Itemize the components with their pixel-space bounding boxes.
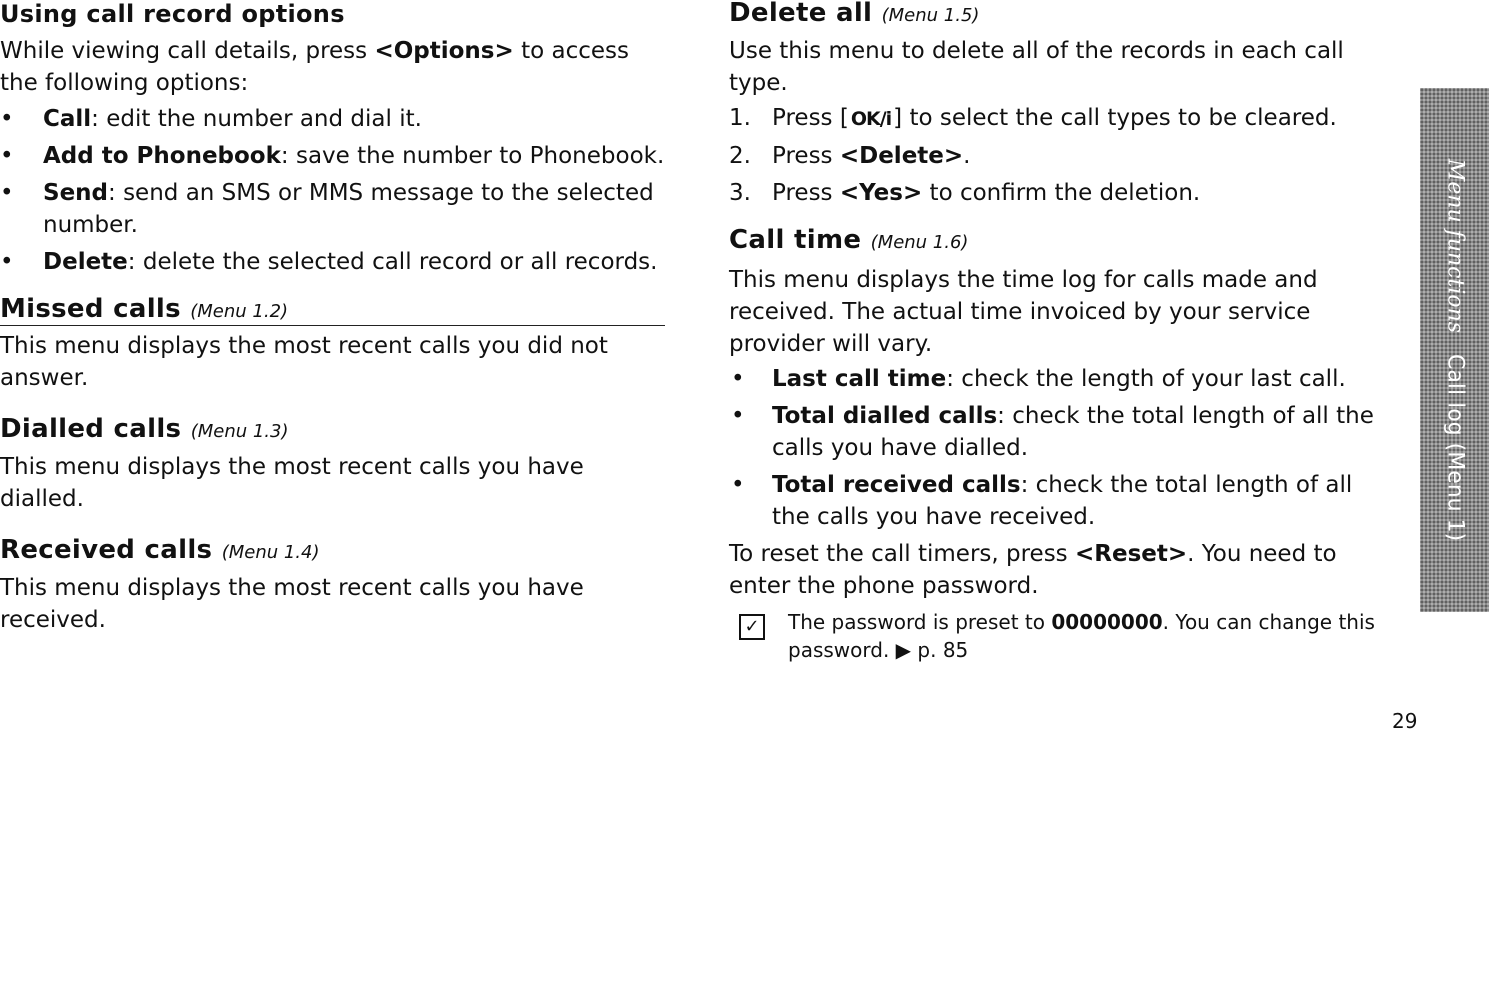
- left-column: [0, 0, 665, 636]
- call-time-body: This menu displays the time log for calls made and received. The actual time invoiced by your service provider will vary.: [729, 267, 1318, 358]
- section-title-missed-calls: Missed calls (Menu 1.2): [0, 294, 665, 326]
- section-title-dialled-calls: Dialled calls (Menu 1.3): [0, 413, 289, 444]
- note-text: The password is preset to 00000000. You can change this password. ▶ p. 85: [788, 610, 1375, 663]
- delete-steps: [729, 102, 1394, 209]
- section-title-call-record-options: Using call record options: [0, 0, 345, 28]
- section-intro: While viewing call details, press <Options> to access the following options:: [0, 37, 629, 96]
- arrow-right-icon: ▶: [895, 638, 912, 663]
- section-title-delete-all: Delete all (Menu 1.5): [729, 0, 980, 28]
- list-item: 1. Press [ OK/i] to select the call types to be cleared.: [729, 102, 1394, 135]
- list-item: • Total received calls: check the total length of all the calls you have received.: [729, 469, 1394, 533]
- password-note: [729, 608, 1394, 664]
- options-list: [0, 103, 665, 278]
- received-calls-body: This menu displays the most recent calls you have received.: [0, 575, 584, 634]
- ok-key-icon: OK/i: [850, 108, 892, 131]
- checkbox-note-icon: ✓: [739, 614, 765, 640]
- missed-calls-body: This menu displays the most recent calls you did not answer.: [0, 332, 608, 391]
- list-item: • Delete: delete the selected call record or all records.: [0, 246, 665, 278]
- list-item: 3. Press <Yes> to confirm the deletion.: [729, 180, 1201, 207]
- list-item: • Add to Phonebook: save the number to Phonebook.: [0, 140, 665, 172]
- list-item: • Call: edit the number and dial it.: [0, 103, 665, 135]
- page-number: 29: [1392, 709, 1418, 733]
- list-item: • Send: send an SMS or MMS message to the selected number.: [0, 177, 665, 241]
- chapter-side-tab: [1420, 88, 1489, 612]
- side-tab-label: Menu functions Call log (Menu 1): [1442, 158, 1467, 542]
- reset-instructions: To reset the call timers, press <Reset>. You need to enter the phone password.: [729, 541, 1337, 600]
- section-title-received-calls: Received calls (Menu 1.4): [0, 535, 320, 566]
- section-title-call-time: Call time (Menu 1.6): [729, 225, 969, 256]
- list-item: 2. Press <Delete>.: [729, 143, 971, 170]
- list-item: • Last call time: check the length of your last call.: [729, 363, 1394, 395]
- delete-all-body: Use this menu to delete all of the records in each call type.: [729, 38, 1344, 97]
- dialled-calls-body: This menu displays the most recent calls you have dialled.: [0, 454, 584, 513]
- right-column: [729, 0, 1394, 664]
- list-item: • Total dialled calls: check the total length of all the calls you have dialled.: [729, 400, 1394, 464]
- call-time-list: [729, 363, 1394, 533]
